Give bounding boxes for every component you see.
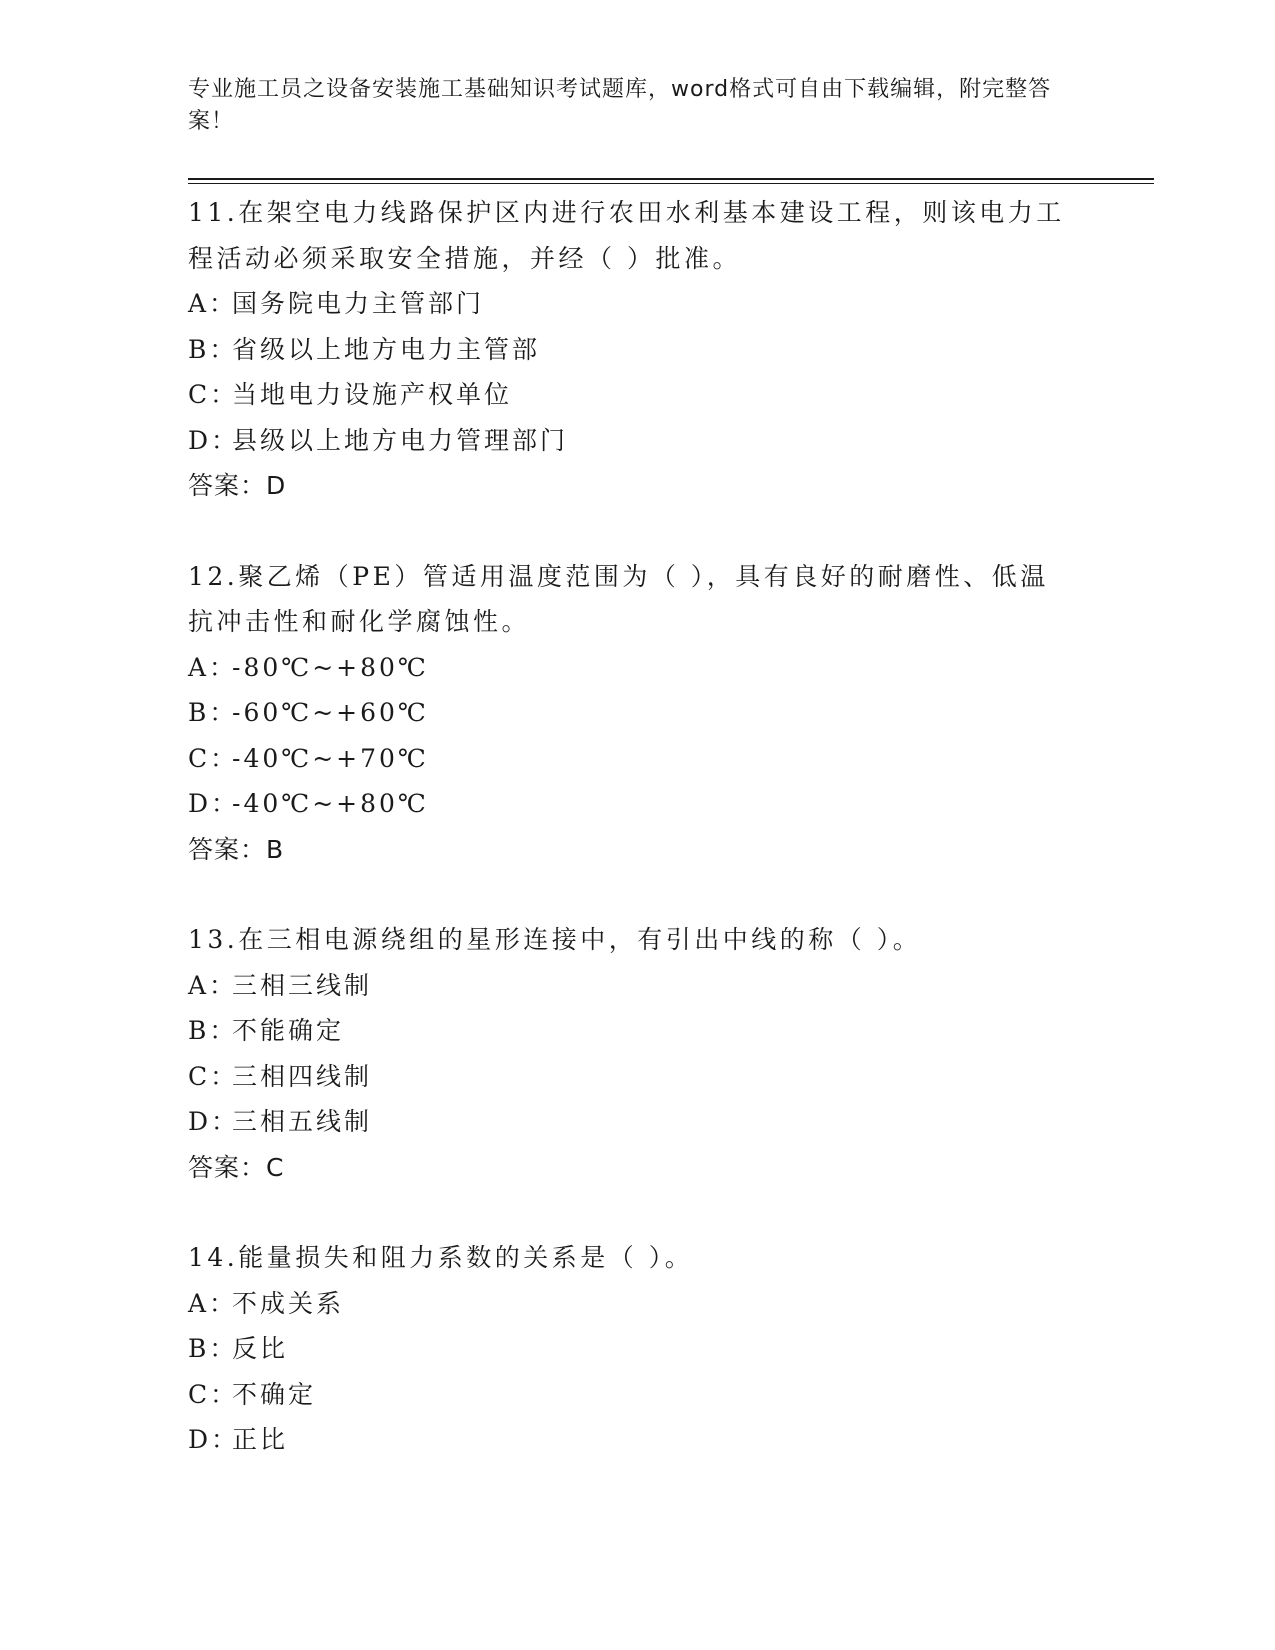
option-key: C： — [188, 743, 239, 773]
option-text: 当地电力设施产权单位 — [232, 380, 513, 409]
option-text: 省级以上地方电力主管部 — [232, 334, 541, 364]
answer: 答案：C — [188, 1152, 285, 1182]
option-key: A： — [188, 970, 238, 1000]
option-text: -80℃~+80℃ — [232, 652, 429, 682]
option-key: B： — [188, 334, 238, 364]
option-key: D： — [188, 1425, 240, 1454]
question-stem: 11.在架空电力线路保护区内进行农田水利基本建设工程，则该电力工程活动必须采取安全措施，并经（ ）批准。 — [188, 198, 1065, 273]
option-text: 正比 — [232, 1425, 289, 1454]
option-key: D： — [188, 425, 240, 455]
option-text: 反比 — [232, 1334, 289, 1363]
question-list — [188, 190, 1088, 1508]
option-d — [188, 1417, 1088, 1463]
option-b — [188, 1326, 1088, 1372]
option-a — [188, 1281, 1088, 1327]
option-b — [188, 1008, 1088, 1054]
option-key: A： — [188, 652, 238, 682]
option-key: D： — [188, 789, 240, 818]
option-key: A： — [188, 289, 238, 318]
question-13 — [188, 917, 1088, 1190]
option-c — [188, 372, 1088, 418]
option-key: A： — [188, 1288, 238, 1318]
option-key: B： — [188, 1016, 238, 1045]
question-stem: 14.能量损失和阻力系数的关系是（ ）。 — [188, 1243, 694, 1272]
option-c — [188, 736, 1088, 782]
option-c — [188, 1054, 1088, 1100]
option-a — [188, 281, 1088, 327]
option-text: 不能确定 — [232, 1016, 345, 1045]
option-text: 国务院电力主管部门 — [232, 289, 485, 318]
option-text: 三相五线制 — [232, 1107, 373, 1136]
option-text: 不成关系 — [232, 1288, 345, 1318]
option-key: B： — [188, 698, 238, 727]
option-text: 县级以上地方电力管理部门 — [232, 425, 569, 455]
header-divider-thick — [188, 178, 1154, 180]
option-text: -40℃~+70℃ — [232, 743, 429, 773]
option-a — [188, 963, 1088, 1009]
option-d — [188, 1099, 1088, 1145]
option-text: 不确定 — [232, 1379, 317, 1409]
option-a — [188, 645, 1088, 691]
document-header: 专业施工员之设备安装施工基础知识考试题库，word格式可自由下载编辑，附完整答案！ — [188, 77, 1052, 134]
option-key: B： — [188, 1334, 238, 1363]
option-d — [188, 418, 1088, 464]
option-key: C： — [188, 1061, 239, 1091]
question-11 — [188, 190, 1088, 509]
answer: 答案：D — [188, 471, 287, 500]
answer: 答案：B — [188, 834, 285, 864]
option-b — [188, 327, 1088, 373]
option-text: 三相三线制 — [232, 970, 373, 1000]
question-12 — [188, 554, 1088, 873]
option-key: C： — [188, 380, 239, 409]
option-text: 三相四线制 — [232, 1061, 373, 1091]
option-text: -60℃~+60℃ — [232, 698, 429, 727]
option-d — [188, 781, 1088, 827]
option-key: C： — [188, 1379, 239, 1409]
option-text: -40℃~+80℃ — [232, 789, 429, 818]
question-stem: 12.聚乙烯（PE）管适用温度范围为（ ），具有良好的耐磨性、低温抗冲击性和耐化学腐蚀性。 — [188, 561, 1049, 636]
option-b — [188, 690, 1088, 736]
question-stem: 13.在三相电源绕组的星形连接中，有引出中线的称（ ）。 — [188, 925, 922, 954]
option-key: D： — [188, 1107, 240, 1136]
question-14 — [188, 1235, 1088, 1463]
header-divider-thin — [188, 183, 1154, 184]
option-c — [188, 1372, 1088, 1418]
